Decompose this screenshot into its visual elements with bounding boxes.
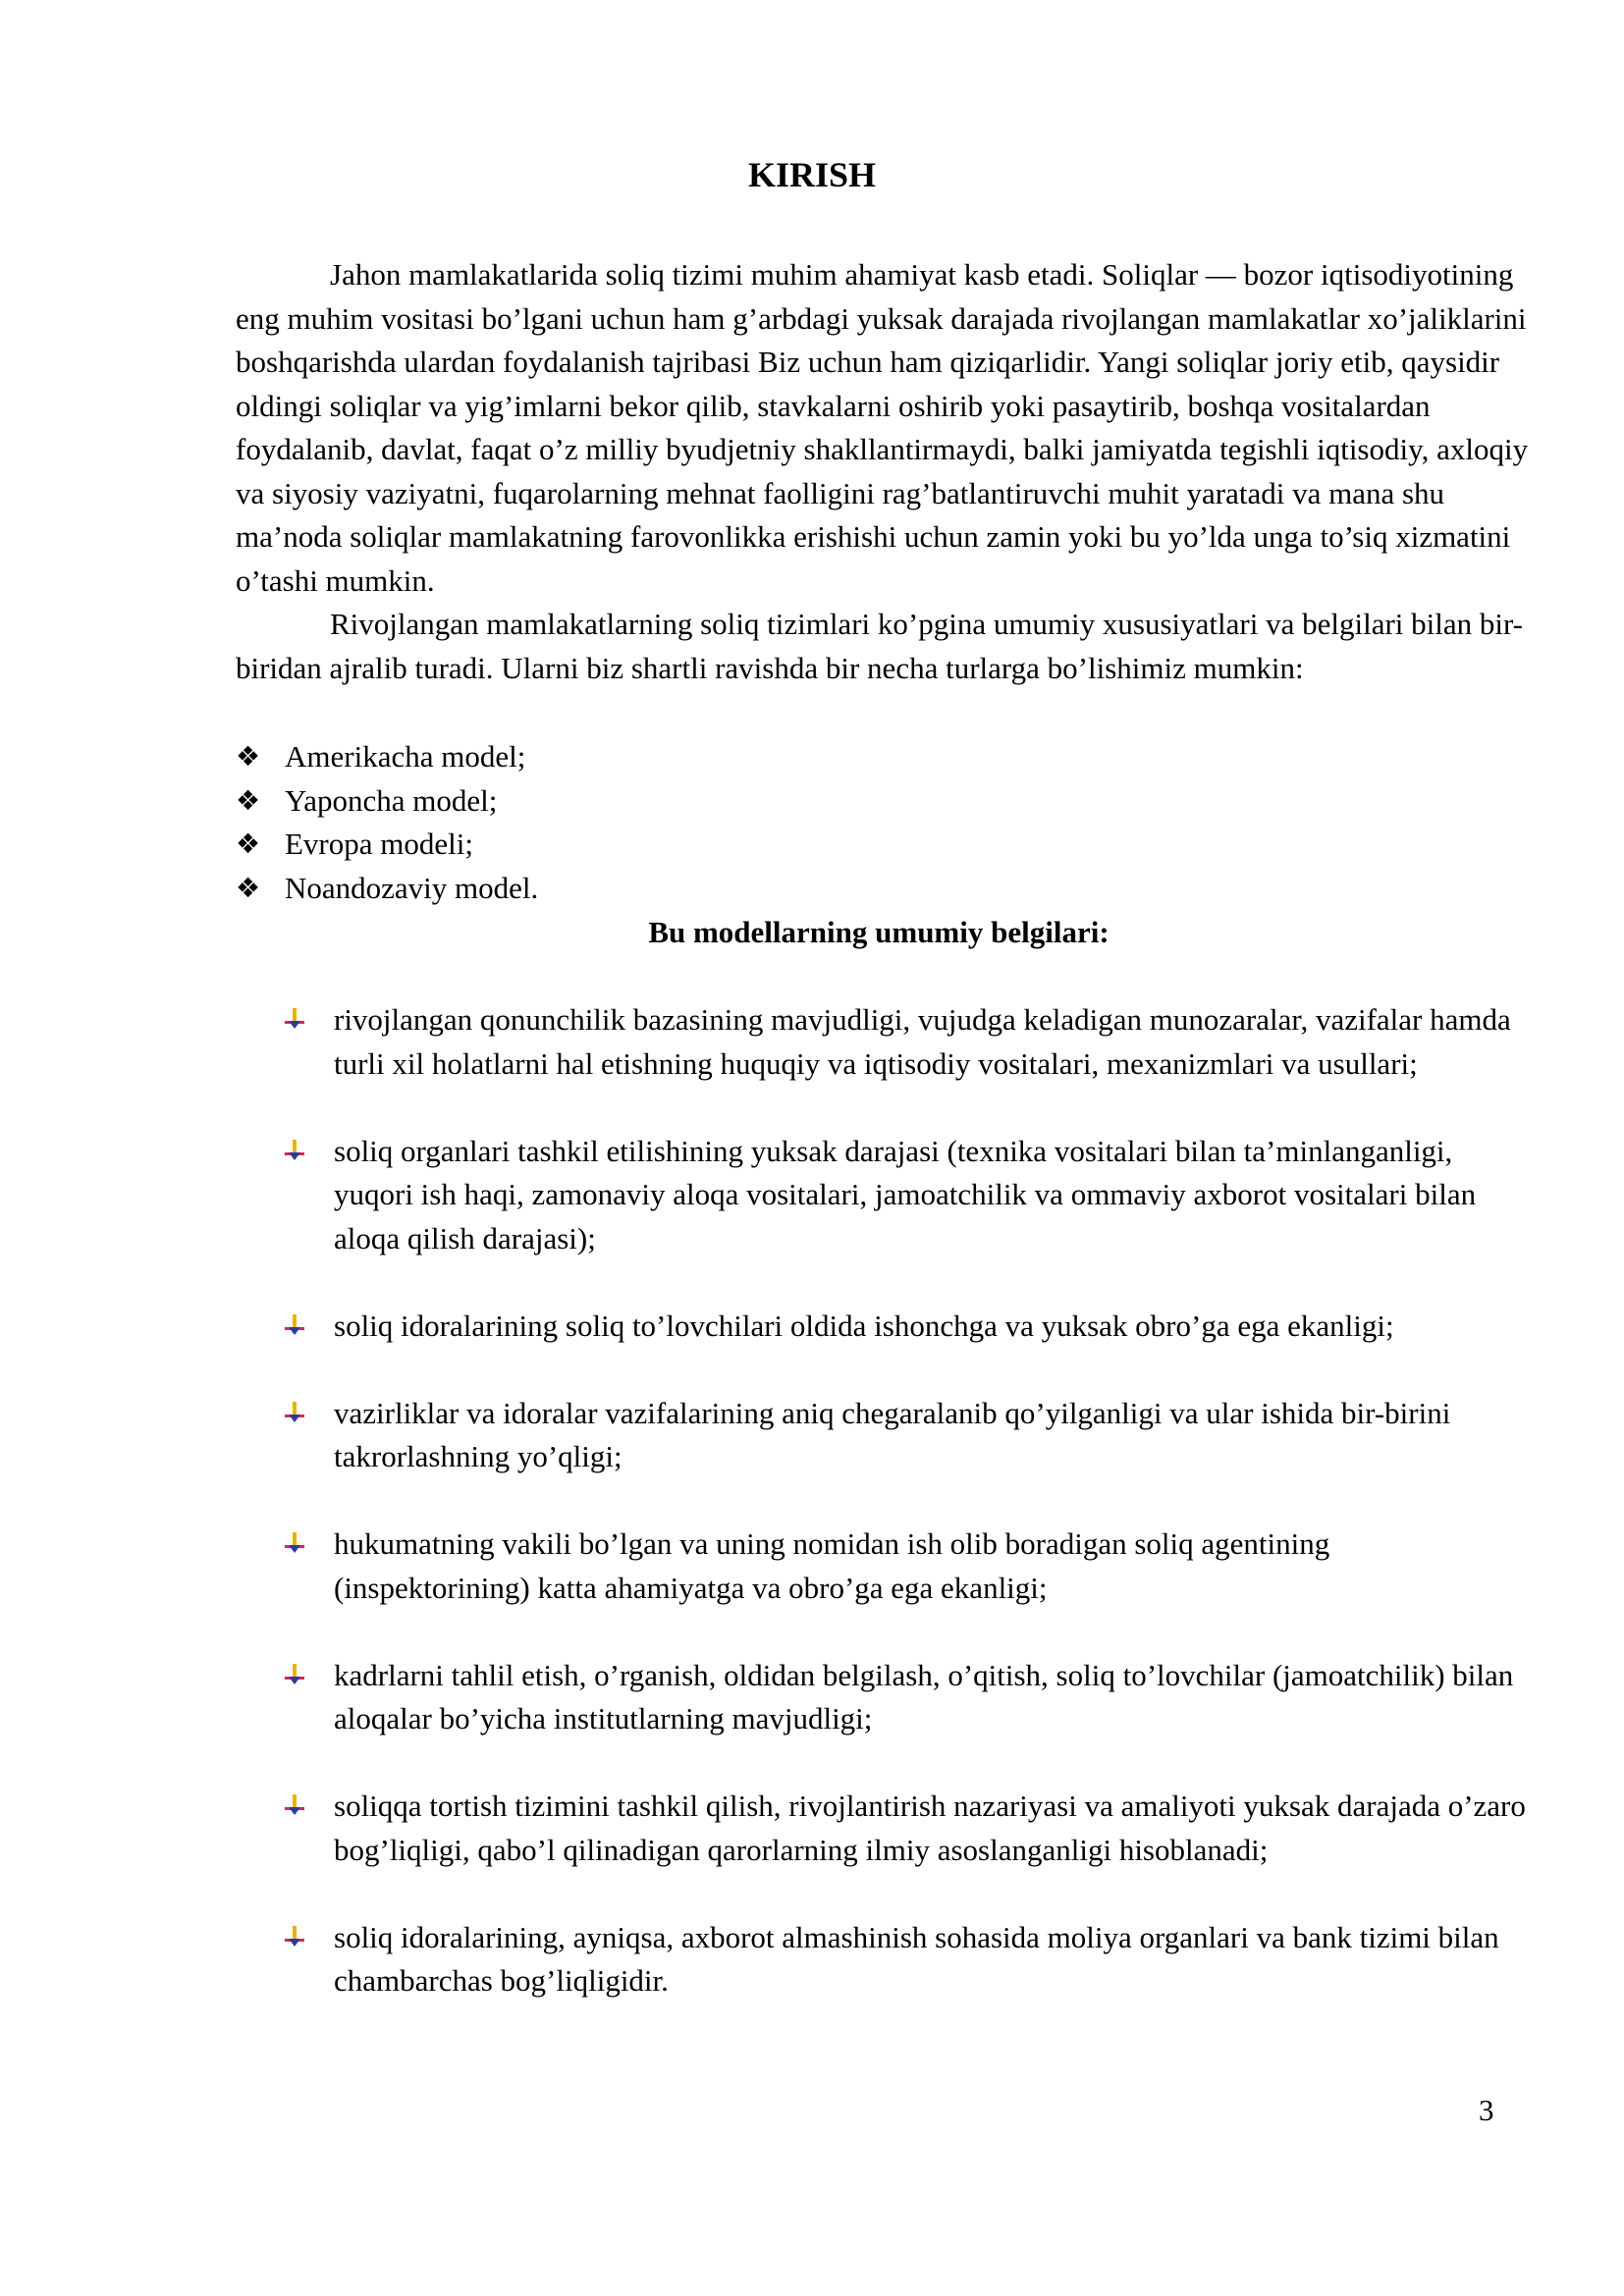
section-subheading: Bu modellarning umumiy belgilari: [648,915,1110,949]
list-item-text: hukumatning vakili bo’lgan va uning nomidan ish olib boradigan soliq agentining (inspektorining) katta ahamiyatga va obro’ga ega ekanligi; [334,1526,1330,1605]
arrow-bullet-icon [285,1008,304,1030]
list-item-text: Evropa modeli; [285,827,473,861]
arrow-bullet-icon [285,1926,304,1948]
arrow-bullet-icon [285,1314,304,1336]
list-item [236,867,1218,911]
list-item-text: soliq idoralarining soliq to’lovchilari oldida ishonchga va yuksak obro’ga ega ekanligi; [334,1308,1394,1343]
page-title: KIRISH [747,155,877,194]
list-item [285,1305,1532,1349]
list-item-text: vazirliklar va idoralar vazifalarining aniq chegaralanib qo’yilganligi va ular ishida bir-birini takrorlashning yo’qligi; [334,1395,1451,1473]
list-item [285,1785,1532,1872]
list-item [236,823,1218,867]
intro-paragraph: Jahon mamlakatlarida soliq tizimi muhim ahamiyat kasb etadi. Soliqlar — bozor iqtisodiyotining eng muhim vositasi bo’lgani uchun ham g’arbdagi yuksak darajada rivojlangan mamlakatlar xo’jaliklarini boshqarishda ulardan foydalanish tajribasi Biz uchun ham qiziqarlidir. Yangi soliqlar joriy etib, qaysidir oldingi soliqlar va yig’imlarni bekor qilib, stavkalarni oshirib yoki pasaytirib, boshqa vositalardan foydalanib, davlat, faqat o’z milliy byudjetniy shakllantirmaydi, balki jamiyatda tegishli iqtisodiy, axloqiy va siyosiy vaziyatni, fuqarolarning mehnat faolligini rag’batlantiruvchi muhit yaratadi va mana shu ma’noda soliqlar mamlakatning farovonlikka erishishi uchun zamin yoki bu yo’lda unga to’siq xizmatini o’tashi mumkin. [236,257,1529,598]
list-item [285,1654,1532,1741]
list-item-text: Yaponcha model; [285,782,498,818]
intro-section [236,253,1532,690]
diamond-bullet-icon: ❖ [236,871,261,904]
list-item-text: rivojlangan qonunchilik bazasining mavjudligi, vujudga keladigan munozaralar, vazifalar hamda turli xil holatlarni hal etishning huquqiy va iqtisodiy vositalari, mexanizmlari va usullari; [334,1002,1511,1081]
common-features-list [285,998,1532,2003]
list-item-text: soliqqa tortish tizimini tashkil qilish, rivojlantirish nazariyasi va amaliyoti yuksak darajada o’zaro bog’liqligi, qabo’l qilinadigan qarorlarning ilmiy asoslanganligi hisoblanadi; [334,1789,1526,1867]
list-item [285,998,1532,1086]
intro-paragraph: Rivojlangan mamlakatlarning soliq tizimlari ko’pgina umumiy xususiyatlari va belgilari bilan bir-biridan ajralib turadi. Ularni biz shartli ravishda bir necha turlarga bo’lishimiz mumkin: [236,607,1524,685]
arrow-bullet-icon [285,1140,304,1161]
arrow-bullet-icon [285,1402,304,1423]
list-item [236,779,1218,824]
diamond-bullet-icon: ❖ [236,740,261,773]
list-item [285,1522,1532,1610]
arrow-bullet-icon [285,1532,304,1554]
arrow-bullet-icon [285,1794,304,1816]
list-item [236,735,1218,779]
diamond-bullet-icon: ❖ [236,828,261,860]
tax-model-list [236,735,1218,910]
list-item [285,1130,1532,1261]
list-item-text: soliq idoralarining, ayniqsa, axborot almashinish sohasida moliya organlari va bank tizimi bilan chambarchas bog’liqligidir. [334,1919,1499,1998]
list-item-text: Amerikacha model; [285,739,526,774]
list-item-text: soliq organlari tashkil etilishining yuksak darajasi (texnika vositalari bilan ta’minlanganligi, yuqori ish haqi, zamonaviy aloqa vositalari, jamoatchilik va ommaviy axborot vositalari bilan aloqa qilish darajasi); [334,1133,1477,1255]
list-item-text: Noandozaviy model. [285,870,539,905]
page-number: 3 [1479,2093,1494,2127]
arrow-bullet-icon [285,1664,304,1685]
list-item [285,1916,1532,2003]
list-item [285,1392,1532,1479]
diamond-bullet-icon: ❖ [236,783,261,817]
list-item-text: kadrlarni tahlil etish, o’rganish, oldidan belgilash, o’qitish, soliq to’lovchilar (jamoatchilik) bilan aloqalar bo’yicha institutlarning mavjudligi; [334,1657,1514,1735]
